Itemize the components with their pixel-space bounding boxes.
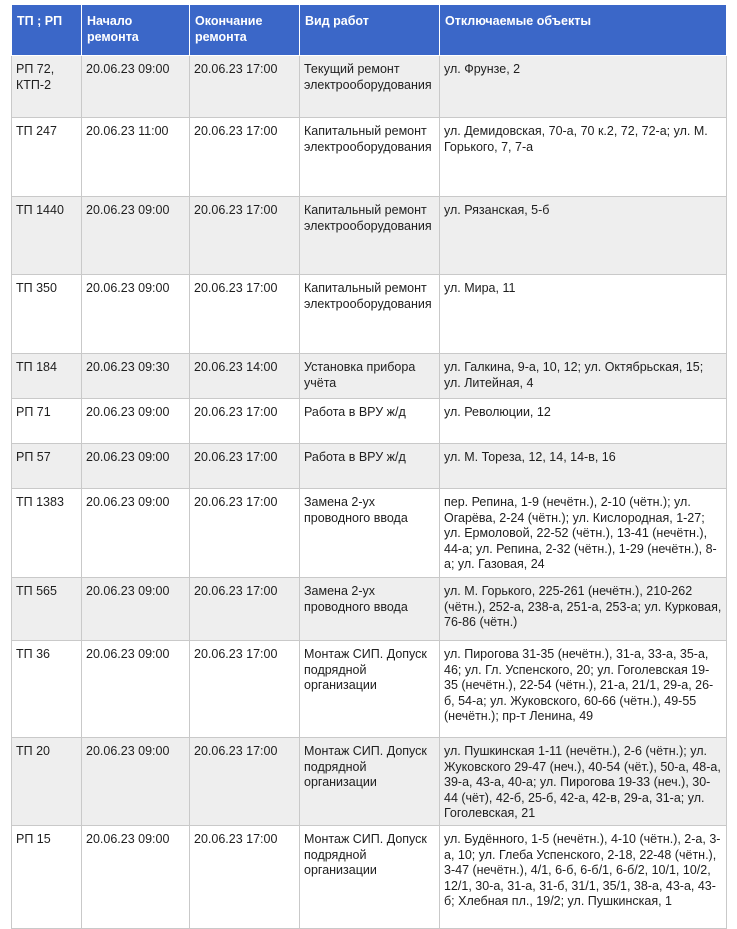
cell-start: 20.06.23 09:00 <box>82 399 190 444</box>
cell-objects: ул. М. Горького, 225-261 (нечётн.), 210-262 (чётн.), 252-а, 238-а, 251-а, 253-а; ул. Курковая, 76-86 (чётн.) <box>440 578 727 641</box>
cell-start: 20.06.23 09:00 <box>82 275 190 354</box>
cell-end: 20.06.23 17:00 <box>190 826 300 929</box>
table-row <box>12 578 727 641</box>
cell-tp: ТП 247 <box>12 118 82 197</box>
cell-work-type: Работа в ВРУ ж/д <box>300 444 440 489</box>
cell-start: 20.06.23 09:00 <box>82 641 190 738</box>
header-objects: Отключаемые объекты <box>440 5 727 56</box>
cell-tp: ТП 36 <box>12 641 82 738</box>
table-row <box>12 118 727 197</box>
cell-work-type: Замена 2-ух проводного ввода <box>300 578 440 641</box>
cell-work-type: Капитальный ремонт электрооборудования <box>300 275 440 354</box>
cell-end: 20.06.23 17:00 <box>190 197 300 275</box>
cell-end: 20.06.23 14:00 <box>190 354 300 399</box>
cell-start: 20.06.23 09:00 <box>82 56 190 118</box>
cell-end: 20.06.23 17:00 <box>190 641 300 738</box>
cell-end: 20.06.23 17:00 <box>190 578 300 641</box>
table-row <box>12 641 727 738</box>
outage-schedule-table <box>11 4 727 929</box>
cell-end: 20.06.23 17:00 <box>190 738 300 826</box>
cell-tp: ТП 1440 <box>12 197 82 275</box>
cell-start: 20.06.23 11:00 <box>82 118 190 197</box>
cell-work-type: Капитальный ремонт электрооборудования <box>300 197 440 275</box>
cell-tp: ТП 1383 <box>12 489 82 578</box>
cell-work-type: Капитальный ремонт электрооборудования <box>300 118 440 197</box>
cell-end: 20.06.23 17:00 <box>190 399 300 444</box>
table-row <box>12 56 727 118</box>
cell-start: 20.06.23 09:00 <box>82 738 190 826</box>
cell-start: 20.06.23 09:00 <box>82 578 190 641</box>
cell-objects: ул. Мира, 11 <box>440 275 727 354</box>
cell-end: 20.06.23 17:00 <box>190 56 300 118</box>
cell-tp: ТП 20 <box>12 738 82 826</box>
cell-objects: пер. Репина, 1-9 (нечётн.), 2-10 (чётн.); ул. Огарёва, 2-24 (чётн.); ул. Кислородная, 1-27; ул. Ермоловой, 22-52 (чётн.), 13-41 (нечётн.), 44-а; ул. Репина, 2-32 (чётн.), 1-29 (нечётн.), 8-а; ул. Газовая, 24 <box>440 489 727 578</box>
cell-work-type: Замена 2-ух проводного ввода <box>300 489 440 578</box>
cell-work-type: Работа в ВРУ ж/д <box>300 399 440 444</box>
cell-end: 20.06.23 17:00 <box>190 275 300 354</box>
cell-end: 20.06.23 17:00 <box>190 444 300 489</box>
cell-start: 20.06.23 09:30 <box>82 354 190 399</box>
cell-tp: РП 57 <box>12 444 82 489</box>
cell-start: 20.06.23 09:00 <box>82 826 190 929</box>
header-work-type: Вид работ <box>300 5 440 56</box>
cell-objects: ул. Пирогова 31-35 (нечётн.), 31-а, 33-а, 35-а, 46; ул. Гл. Успенского, 20; ул. Гоголевская 19-35 (нечётн.), 22-54 (чётн.), 21-а, 21/1, 29-а, 26-б, 54-а; ул. Жуковского, 60-66 (чётн.), 49-55 (нечётн.); пр-т Ленина, 49 <box>440 641 727 738</box>
cell-start: 20.06.23 09:00 <box>82 197 190 275</box>
cell-objects: ул. Будённого, 1-5 (нечётн.), 4-10 (чётн.), 2-а, 3-а, 10; ул. Глеба Успенского, 2-18, 22-48 (чётн.), 3-47 (нечётн.), 4/1, 6-б, 6-б/1, 6-б/2, 10/1, 10/2, 12/1, 30-а, 31-а, 31-б, 31/1, 35/1, 38-а, 43-а, 43-б; Хлебная пл., 19/2; ул. Пушкинская, 1 <box>440 826 727 929</box>
header-tp: ТП ; РП <box>12 5 82 56</box>
cell-work-type: Монтаж СИП. Допуск подрядной организации <box>300 641 440 738</box>
cell-tp: ТП 184 <box>12 354 82 399</box>
cell-start: 20.06.23 09:00 <box>82 489 190 578</box>
cell-objects: ул. Рязанская, 5-б <box>440 197 727 275</box>
cell-tp: ТП 565 <box>12 578 82 641</box>
cell-tp: РП 71 <box>12 399 82 444</box>
cell-work-type: Монтаж СИП. Допуск подрядной организации <box>300 738 440 826</box>
cell-work-type: Установка прибора учёта <box>300 354 440 399</box>
table-row <box>12 444 727 489</box>
cell-objects: ул. Революции, 12 <box>440 399 727 444</box>
cell-objects: ул. М. Тореза, 12, 14, 14-в, 16 <box>440 444 727 489</box>
cell-end: 20.06.23 17:00 <box>190 118 300 197</box>
cell-objects: ул. Галкина, 9-а, 10, 12; ул. Октябрьская, 15; ул. Литейная, 4 <box>440 354 727 399</box>
table-row <box>12 197 727 275</box>
table-row <box>12 399 727 444</box>
cell-objects: ул. Фрунзе, 2 <box>440 56 727 118</box>
table-row <box>12 275 727 354</box>
table-row <box>12 489 727 578</box>
table-row <box>12 738 727 826</box>
cell-tp: ТП 350 <box>12 275 82 354</box>
cell-objects: ул. Демидовская, 70-а, 70 к.2, 72, 72-а; ул. М. Горького, 7, 7-а <box>440 118 727 197</box>
table-row <box>12 354 727 399</box>
header-start: Начало ремонта <box>82 5 190 56</box>
header-row <box>12 5 727 56</box>
cell-work-type: Монтаж СИП. Допуск подрядной организации <box>300 826 440 929</box>
cell-work-type: Текущий ремонт электрооборудования <box>300 56 440 118</box>
cell-tp: РП 72, КТП-2 <box>12 56 82 118</box>
cell-objects: ул. Пушкинская 1-11 (нечётн.), 2-6 (чётн.); ул. Жуковского 29-47 (неч.), 40-54 (чёт.), 50-а, 48-а, 39-а, 43-а, 40-а; ул. Пирогова 19-33 (неч.), 30-44 (чёт), 42-б, 25-б, 42-а, 42-в, 29-а, 31-а; ул. Гоголевская, 21 <box>440 738 727 826</box>
cell-start: 20.06.23 09:00 <box>82 444 190 489</box>
cell-tp: РП 15 <box>12 826 82 929</box>
table-row <box>12 826 727 929</box>
cell-end: 20.06.23 17:00 <box>190 489 300 578</box>
header-end: Окончание ремонта <box>190 5 300 56</box>
